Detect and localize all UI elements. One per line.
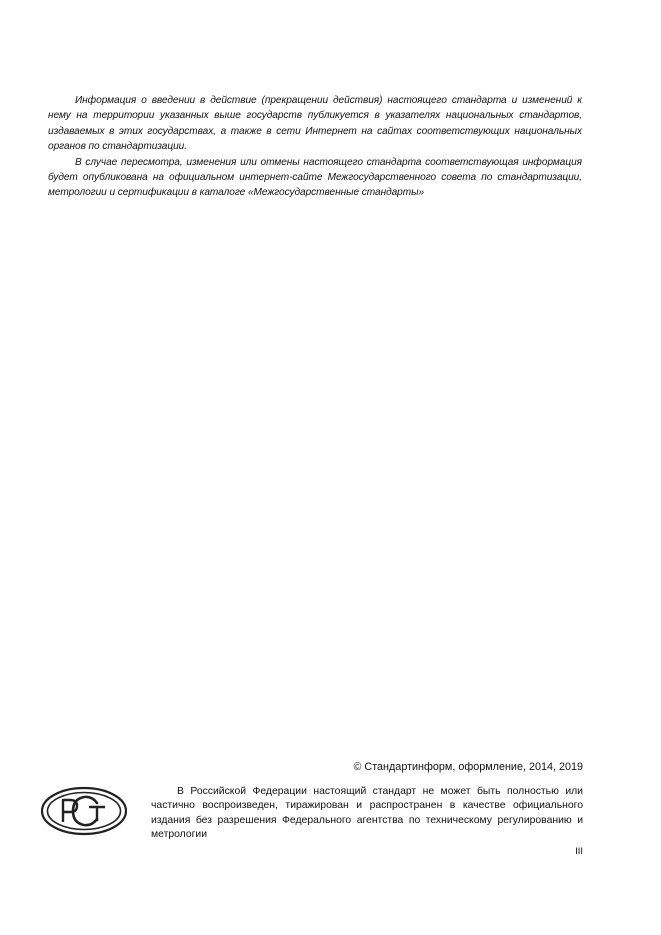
notice-paragraph-introduction: Информация о введении в действие (прекращении действия) настоящего стандарта и изменений к нему на территории указанных выше государств публикуется в указателях национальных стандартов, издаваемых в этих государствах, а также в сети Интернет на сайтах соответствующих национальных органов по стандартизации.	[48, 95, 582, 153]
rights-paragraph: В Российской Федерации настоящий стандарт не может быть полностью или частично воспроизведен, тиражирован и распространен в качестве официального издания без разрешения Федерального агентства по техническому регулированию и метрологии	[151, 786, 583, 840]
publication-info-notice	[48, 93, 582, 201]
notice-paragraph-revision: В случае пересмотра, изменения или отмены настоящего стандарта соответствующая информация будет опубликована на официальном интернет-сайте Межгосударственного совета по стандартизации, метрологии и сертификации в каталоге «Межгосударственные стандарты»	[48, 156, 582, 199]
copyright-line: © Стандартинформ, оформление, 2014, 2019	[353, 761, 583, 773]
reproduction-rights-notice	[151, 785, 583, 842]
gost-r-mark-icon	[39, 785, 129, 837]
page-number: III	[575, 846, 583, 857]
